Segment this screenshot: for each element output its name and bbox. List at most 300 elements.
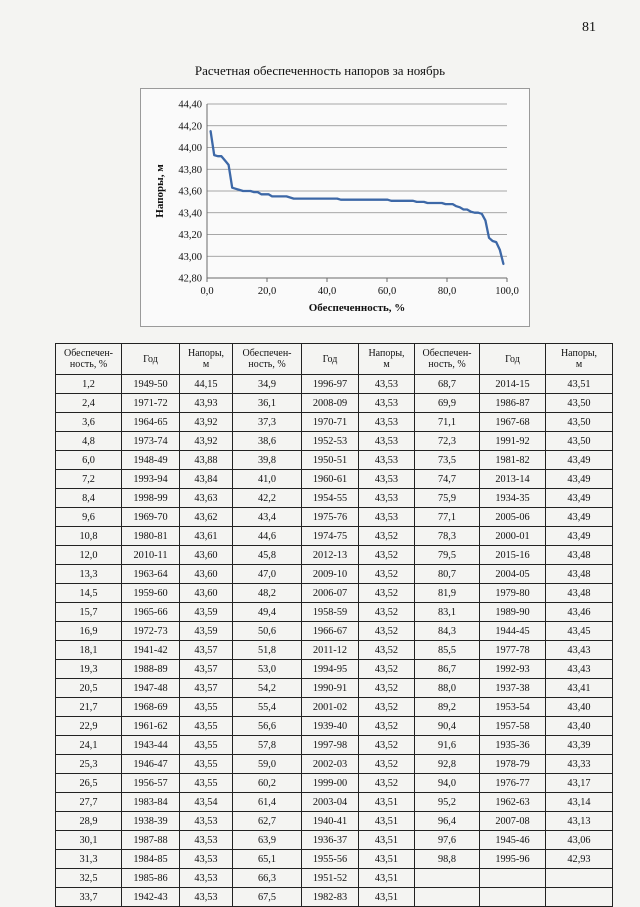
table-cell: 1945-46 [480,831,546,850]
table-cell: 1976-77 [480,774,546,793]
table-cell: 43,53 [180,831,233,850]
table-cell: 42,2 [233,489,302,508]
table-cell: 1959-60 [122,584,180,603]
table-cell: 1935-36 [480,736,546,755]
table-cell: 97,6 [415,831,480,850]
table-cell: 1963-64 [122,565,180,584]
table-cell: 43,39 [546,736,613,755]
table-cell: 1965-66 [122,603,180,622]
table-cell: 42,93 [546,850,613,869]
table-cell: 43,53 [180,888,233,907]
table-cell: 1981-82 [480,451,546,470]
y-tick-label: 43,00 [178,251,202,263]
table-cell: 33,7 [56,888,122,907]
table-cell: 18,1 [56,641,122,660]
table-header-cell: Год [302,344,359,375]
y-tick-label: 44,20 [178,121,202,133]
table-cell: 43,48 [546,584,613,603]
table-cell: 1942-43 [122,888,180,907]
table-cell: 43,17 [546,774,613,793]
table-cell: 1988-89 [122,660,180,679]
table-cell: 43,53 [359,432,415,451]
table-cell: 2000-01 [480,527,546,546]
table-row [56,660,613,679]
table-cell: 1978-79 [480,755,546,774]
table-cell: 43,53 [359,508,415,527]
table-row [56,546,613,565]
table-cell: 71,1 [415,413,480,432]
table-cell: 8,4 [56,489,122,508]
table-cell: 43,51 [359,812,415,831]
table-cell: 49,4 [233,603,302,622]
table-cell [415,888,480,907]
table-cell: 1961-62 [122,717,180,736]
table-cell: 1,2 [56,375,122,394]
table-header-cell: Напоры, м [180,344,233,375]
table-cell: 1939-40 [302,717,359,736]
table-cell: 1984-85 [122,850,180,869]
table-cell: 1934-35 [480,489,546,508]
table-cell: 43,57 [180,660,233,679]
x-axis-label: Обеспеченность, % [308,302,406,314]
table-cell: 43,50 [546,432,613,451]
table-row [56,432,613,451]
table-cell: 43,92 [180,432,233,451]
table-cell: 12,0 [56,546,122,565]
table-row [56,888,613,907]
table-cell: 69,9 [415,394,480,413]
table-cell: 1968-69 [122,698,180,717]
table-cell: 1944-45 [480,622,546,641]
table-cell: 1958-59 [302,603,359,622]
y-tick-label: 43,20 [178,230,202,241]
table-row [56,584,613,603]
table-cell: 84,3 [415,622,480,641]
chart-frame [140,88,530,327]
table-header-cell: Обеспечен- ность, % [233,344,302,375]
table-cell: 2012-13 [302,546,359,565]
table-cell: 61,4 [233,793,302,812]
table-cell: 88,0 [415,679,480,698]
table-header-cell: Напоры, м [546,344,613,375]
table-cell: 43,61 [180,527,233,546]
table-cell: 14,5 [56,584,122,603]
table-header-row [56,344,613,375]
table-cell: 43,52 [359,641,415,660]
table-cell: 43,46 [546,603,613,622]
table-cell: 43,62 [180,508,233,527]
table-cell: 1956-57 [122,774,180,793]
table-cell: 78,3 [415,527,480,546]
table-cell: 56,6 [233,717,302,736]
table-cell [415,869,480,888]
table-cell: 1987-88 [122,831,180,850]
table-cell: 30,1 [56,831,122,850]
table-cell: 1990-91 [302,679,359,698]
table-cell: 2011-12 [302,641,359,660]
table-cell: 1943-44 [122,736,180,755]
table-cell: 48,2 [233,584,302,603]
table-cell: 13,3 [56,565,122,584]
page-number: 81 [582,20,596,35]
table-cell: 43,53 [359,413,415,432]
table-row [56,755,613,774]
table-cell: 1991-92 [480,432,546,451]
table-cell: 94,0 [415,774,480,793]
table-cell: 43,53 [359,375,415,394]
y-tick-label: 42,80 [178,273,202,285]
table-cell: 2003-04 [302,793,359,812]
table-cell: 36,1 [233,394,302,413]
table-cell: 43,60 [180,584,233,603]
table-cell: 1947-48 [122,679,180,698]
table-cell: 59,0 [233,755,302,774]
table-cell: 1949-50 [122,375,180,394]
table-cell: 1962-63 [480,793,546,812]
table-cell: 1970-71 [302,413,359,432]
table-cell: 44,6 [233,527,302,546]
table-cell: 20,5 [56,679,122,698]
table-cell: 43,55 [180,698,233,717]
table-cell: 2001-02 [302,698,359,717]
table-cell: 2015-16 [480,546,546,565]
table-cell: 43,14 [546,793,613,812]
table-cell: 1941-42 [122,641,180,660]
table-cell: 1983-84 [122,793,180,812]
table-cell: 65,1 [233,850,302,869]
table-row [56,793,613,812]
table-cell: 21,7 [56,698,122,717]
table-cell: 43,93 [180,394,233,413]
table-row [56,774,613,793]
y-axis-label: Напоры, м [154,164,166,218]
table-cell: 43,51 [359,793,415,812]
table-cell: 1989-90 [480,603,546,622]
table-cell: 2002-03 [302,755,359,774]
table-cell: 1980-81 [122,527,180,546]
table-cell: 55,4 [233,698,302,717]
table-cell: 43,59 [180,622,233,641]
table-cell: 1977-78 [480,641,546,660]
table-cell: 4,8 [56,432,122,451]
table-cell: 43,51 [359,888,415,907]
table-cell: 1940-41 [302,812,359,831]
table-cell: 43,92 [180,413,233,432]
table-cell: 43,52 [359,736,415,755]
table-cell: 1973-74 [122,432,180,451]
table-cell: 50,6 [233,622,302,641]
table-cell: 43,63 [180,489,233,508]
table-row [56,375,613,394]
table-cell: 1954-55 [302,489,359,508]
table-cell: 1996-97 [302,375,359,394]
table-cell: 43,52 [359,755,415,774]
table-cell [480,888,546,907]
table-cell: 43,49 [546,489,613,508]
table-cell: 85,5 [415,641,480,660]
table-cell: 95,2 [415,793,480,812]
series-line [211,131,504,264]
table-cell: 43,51 [359,831,415,850]
table-cell: 1972-73 [122,622,180,641]
table-cell: 2014-15 [480,375,546,394]
table-header-cell: Обеспечен- ность, % [415,344,480,375]
table-cell: 43,53 [359,470,415,489]
table-cell: 90,4 [415,717,480,736]
table-row [56,451,613,470]
table-cell: 1986-87 [480,394,546,413]
table-cell: 43,55 [180,755,233,774]
table-cell: 1955-56 [302,850,359,869]
table-cell: 1969-70 [122,508,180,527]
table-cell: 43,60 [180,546,233,565]
table-cell: 43,54 [180,793,233,812]
table-row [56,641,613,660]
table-cell: 43,53 [180,869,233,888]
table-cell: 43,57 [180,641,233,660]
table-cell: 31,3 [56,850,122,869]
table-cell: 43,06 [546,831,613,850]
x-tick-label: 60,0 [377,286,397,297]
table-cell: 43,88 [180,451,233,470]
table-cell: 1985-86 [122,869,180,888]
y-tick-label: 43,40 [178,208,202,220]
x-tick-label: 0,0 [200,286,214,297]
table-cell: 1951-52 [302,869,359,888]
table-cell: 1957-58 [480,717,546,736]
table-cell: 66,3 [233,869,302,888]
table-cell: 1993-94 [122,470,180,489]
table-cell: 92,8 [415,755,480,774]
table-cell: 43,52 [359,660,415,679]
table-cell: 67,5 [233,888,302,907]
table-cell: 43,41 [546,679,613,698]
x-tick-label: 80,0 [437,286,457,297]
table-row [56,527,613,546]
table-cell: 75,9 [415,489,480,508]
table-cell: 2009-10 [302,565,359,584]
table-cell: 43,4 [233,508,302,527]
table-cell: 1960-61 [302,470,359,489]
table-cell [546,888,613,907]
table-cell: 1937-38 [480,679,546,698]
table-cell: 2,4 [56,394,122,413]
table-cell: 1971-72 [122,394,180,413]
x-tick-label: 40,0 [317,286,337,297]
table-cell: 1998-99 [122,489,180,508]
table-cell: 74,7 [415,470,480,489]
table-cell: 1946-47 [122,755,180,774]
table-cell: 79,5 [415,546,480,565]
table-cell: 39,8 [233,451,302,470]
table-cell: 1975-76 [302,508,359,527]
data-table [55,343,613,907]
table-cell: 2010-11 [122,546,180,565]
table-header-cell: Год [122,344,180,375]
table-row [56,413,613,432]
table-cell: 1967-68 [480,413,546,432]
table-cell: 1966-67 [302,622,359,641]
table-cell: 91,6 [415,736,480,755]
table-cell: 43,13 [546,812,613,831]
table-cell: 62,7 [233,812,302,831]
table-cell: 43,52 [359,584,415,603]
table-cell: 2013-14 [480,470,546,489]
table-cell: 51,8 [233,641,302,660]
table-header-cell: Год [480,344,546,375]
table-cell [546,869,613,888]
table-cell: 6,0 [56,451,122,470]
table-cell: 9,6 [56,508,122,527]
table-cell: 1936-37 [302,831,359,850]
table-row [56,489,613,508]
table-cell: 1953-54 [480,698,546,717]
table-cell: 1948-49 [122,451,180,470]
table-cell: 47,0 [233,565,302,584]
table-cell: 3,6 [56,413,122,432]
table-cell: 43,52 [359,774,415,793]
table-row [56,394,613,413]
table-cell: 2004-05 [480,565,546,584]
table-cell: 43,52 [359,679,415,698]
table-cell: 16,9 [56,622,122,641]
table-cell: 43,52 [359,565,415,584]
table-cell: 43,51 [546,375,613,394]
table-cell: 43,84 [180,470,233,489]
table-cell: 43,59 [180,603,233,622]
table-cell: 10,8 [56,527,122,546]
table-cell: 43,53 [180,812,233,831]
table-cell: 32,5 [56,869,122,888]
table-row [56,622,613,641]
table-cell: 57,8 [233,736,302,755]
y-tick-label: 44,40 [178,99,202,111]
table-cell: 1952-53 [302,432,359,451]
table-cell: 63,9 [233,831,302,850]
table-cell: 43,52 [359,717,415,736]
table-row [56,831,613,850]
chart-title: Расчетная обеспеченность напоров за ноябрь [194,63,446,78]
table-cell: 2006-07 [302,584,359,603]
table-cell: 43,43 [546,660,613,679]
table-cell: 72,3 [415,432,480,451]
table-row [56,565,613,584]
table-cell: 1950-51 [302,451,359,470]
table-cell: 43,49 [546,508,613,527]
table-cell: 44,15 [180,375,233,394]
x-tick-label: 100,0 [495,286,519,297]
table-cell: 89,2 [415,698,480,717]
table-cell: 80,7 [415,565,480,584]
table-cell: 24,1 [56,736,122,755]
table-cell: 60,2 [233,774,302,793]
table-cell: 43,49 [546,527,613,546]
table-header-cell: Напоры, м [359,344,415,375]
table-cell: 1992-93 [480,660,546,679]
head-line-chart [141,89,529,326]
table-row [56,470,613,489]
table-cell: 43,40 [546,698,613,717]
table-cell: 2008-09 [302,394,359,413]
table-cell: 2005-06 [480,508,546,527]
table-cell: 1997-98 [302,736,359,755]
table-cell: 43,45 [546,622,613,641]
table-cell: 43,52 [359,603,415,622]
table-cell: 45,8 [233,546,302,565]
table-cell: 43,53 [359,489,415,508]
table-row [56,717,613,736]
table-cell: 43,57 [180,679,233,698]
table-cell: 26,5 [56,774,122,793]
table-cell: 43,55 [180,774,233,793]
table-body [56,375,613,907]
table-cell: 1994-95 [302,660,359,679]
table-row [56,603,613,622]
table-cell: 43,52 [359,546,415,565]
y-tick-label: 43,80 [178,164,202,176]
table-cell: 43,60 [180,565,233,584]
table-cell: 43,53 [180,850,233,869]
table-row [56,812,613,831]
table-cell: 1979-80 [480,584,546,603]
table-row [56,869,613,888]
table-row [56,679,613,698]
table-cell: 73,5 [415,451,480,470]
table-cell: 43,40 [546,717,613,736]
table-cell: 43,50 [546,413,613,432]
table-cell: 43,53 [359,451,415,470]
table-cell: 43,43 [546,641,613,660]
table-cell: 25,3 [56,755,122,774]
table-cell: 43,50 [546,394,613,413]
table-cell: 41,0 [233,470,302,489]
table-cell: 43,49 [546,470,613,489]
table-cell: 19,3 [56,660,122,679]
table-cell: 37,3 [233,413,302,432]
table-cell [480,869,546,888]
table-cell: 7,2 [56,470,122,489]
table-row [56,698,613,717]
table-header-cell: Обеспечен- ность, % [56,344,122,375]
table-cell: 96,4 [415,812,480,831]
table-cell: 54,2 [233,679,302,698]
table-cell: 77,1 [415,508,480,527]
table-row [56,736,613,755]
y-tick-label: 43,60 [178,186,202,198]
table-cell: 43,48 [546,565,613,584]
table-cell: 15,7 [56,603,122,622]
table-cell: 43,52 [359,698,415,717]
table-cell: 81,9 [415,584,480,603]
table-cell: 27,7 [56,793,122,812]
table-cell: 43,52 [359,622,415,641]
table-cell: 43,51 [359,869,415,888]
y-tick-label: 44,00 [178,143,202,154]
table-cell: 83,1 [415,603,480,622]
table-cell: 1964-65 [122,413,180,432]
table-cell: 68,7 [415,375,480,394]
table-cell: 34,9 [233,375,302,394]
table-cell: 1995-96 [480,850,546,869]
table-cell: 43,48 [546,546,613,565]
table-cell: 86,7 [415,660,480,679]
table-cell: 22,9 [56,717,122,736]
table-cell: 43,33 [546,755,613,774]
table-cell: 38,6 [233,432,302,451]
table-cell: 2007-08 [480,812,546,831]
table-cell: 1938-39 [122,812,180,831]
table-cell: 43,53 [359,394,415,413]
